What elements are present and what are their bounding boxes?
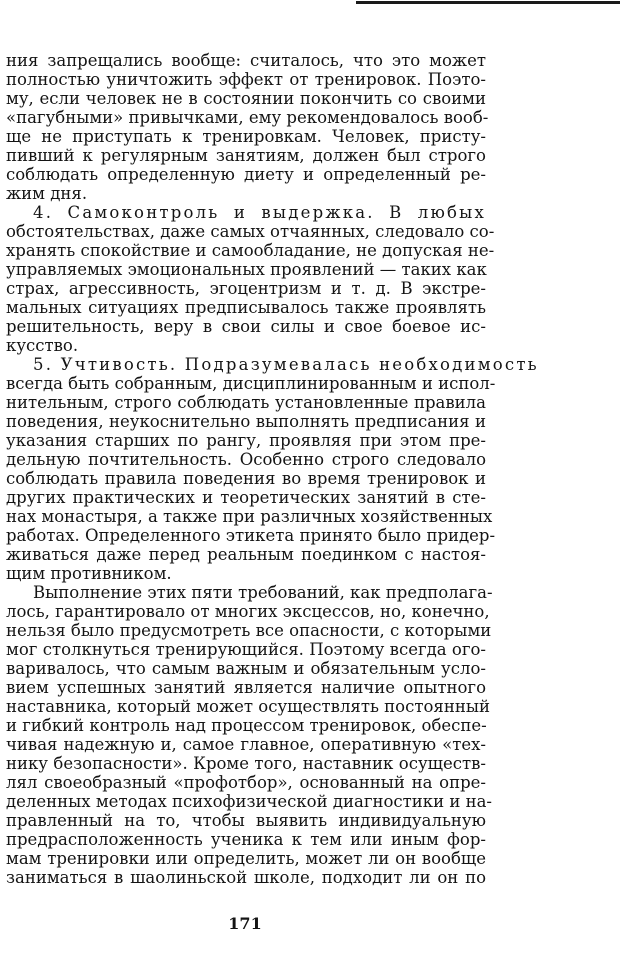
text-line: предрасположенность ученика к тем или иным фор- bbox=[6, 830, 486, 849]
page-number: 171 bbox=[228, 914, 262, 933]
text-line: других практических и теоретических занятий в сте- bbox=[6, 488, 486, 507]
text-line: пивший к регулярным занятиям, должен был строго bbox=[6, 146, 486, 165]
paragraph-first-line: Выполнение этих пяти требований, как предполага- bbox=[33, 583, 493, 602]
top-rule bbox=[356, 1, 620, 4]
section-heading-line: 4. Самоконтроль и выдержка. В любых bbox=[33, 203, 486, 222]
text-line: дельную почтительность. Особенно строго следовало bbox=[6, 450, 486, 469]
text-line: хранять спокойствие и самообладание, не допуская не- bbox=[6, 241, 495, 260]
text-line: и гибкий контроль над процессом тренировок, обеспе- bbox=[6, 716, 487, 735]
text-line: вием успешных занятий является наличие опытного bbox=[6, 678, 486, 697]
text-line: живаться даже перед реальным поединком с настоя- bbox=[6, 545, 486, 564]
text-line: заниматься в шаолиньской школе, подходит ли он по bbox=[6, 868, 486, 887]
text-line: чивая надежную и, самое главное, оперативную «тех- bbox=[6, 735, 486, 754]
text-line: мам тренировки или определить, может ли он вообще bbox=[6, 849, 486, 868]
text-line: щим противником. bbox=[6, 564, 172, 583]
text-line: му, если человек не в состоянии покончить со своими bbox=[6, 89, 486, 108]
text-line: решительность, веру в свои силы и свое боевое ис- bbox=[6, 317, 486, 336]
text-line: нах монастыря, а также при различных хозяйственных bbox=[6, 507, 493, 526]
text-line: варивалось, что самым важным и обязательным усло- bbox=[6, 659, 486, 678]
text-line: мальных ситуациях предписывалось также проявлять bbox=[6, 298, 486, 317]
text-line: мог столкнуться тренирующийся. Поэтому всегда ого- bbox=[6, 640, 486, 659]
text-line: ще не приступать к тренировкам. Человек, присту- bbox=[6, 127, 486, 146]
text-line: указания старших по рангу, проявляя при этом пре- bbox=[6, 431, 486, 450]
text-line: работах. Определенного этикета принято было придер- bbox=[6, 526, 496, 545]
section-heading-line: 5. Учтивость. Подразумевалась необходимость bbox=[33, 355, 539, 374]
text-line: страх, агрессивность, эгоцентризм и т. д. В экстре- bbox=[6, 279, 486, 298]
text-line: наставника, который может осуществлять постоянный bbox=[6, 697, 490, 716]
text-line: нительным, строго соблюдать установленные правила bbox=[6, 393, 486, 412]
text-line: нельзя было предусмотреть все опасности, с которыми bbox=[6, 621, 492, 640]
text-line: управляемых эмоциональных проявлений — таких как bbox=[6, 260, 487, 279]
text-line: соблюдать правила поведения во время тренировок и bbox=[6, 469, 486, 488]
text-line: поведения, неукоснительно выполнять предписания и bbox=[6, 412, 486, 431]
text-line: обстоятельствах, даже самых отчаянных, следовало со- bbox=[6, 222, 495, 241]
text-line: лось, гарантировало от многих эксцессов, но, конечно, bbox=[6, 602, 490, 621]
text-line: всегда быть собранным, дисциплинированным и испол- bbox=[6, 374, 496, 393]
text-line: лял своеобразный «профотбор», основанный на опре- bbox=[6, 773, 486, 792]
text-line: деленных методах психофизической диагностики и на- bbox=[6, 792, 492, 811]
text-line: ния запрещались вообще: считалось, что это может bbox=[6, 51, 486, 70]
text-line: «пагубными» привычками, ему рекомендовалось вооб- bbox=[6, 108, 489, 127]
text-line: кусство. bbox=[6, 336, 79, 355]
text-line: жим дня. bbox=[6, 184, 88, 203]
text-line: соблюдать определенную диету и определенный ре- bbox=[6, 165, 486, 184]
text-line: нику безопасности». Кроме того, наставник осуществ- bbox=[6, 754, 486, 773]
text-line: правленный на то, чтобы выявить индивидуальную bbox=[6, 811, 486, 830]
text-line: полностью уничтожить эффект от тренировок. Поэто- bbox=[6, 70, 486, 89]
